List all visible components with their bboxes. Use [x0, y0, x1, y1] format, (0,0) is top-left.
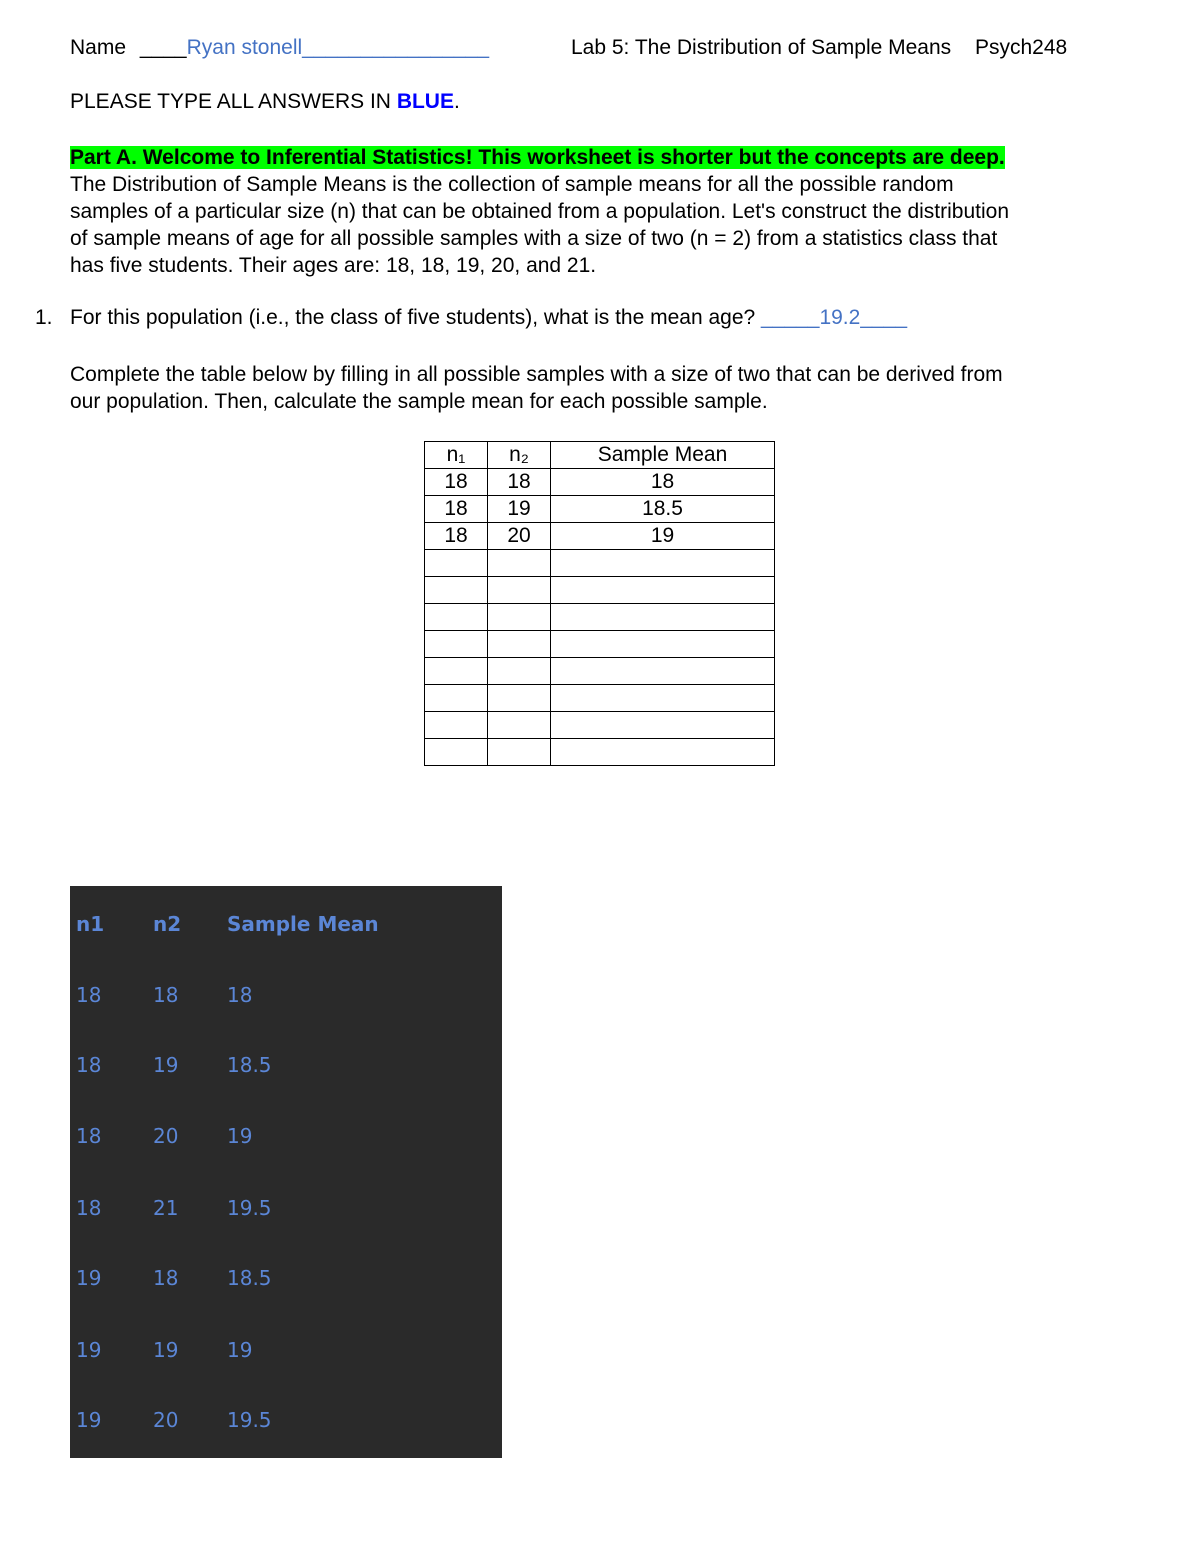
pasted-table-cell: 18 — [227, 983, 253, 1007]
table-cell[interactable]: 20 — [488, 523, 551, 550]
header-row — [70, 36, 1130, 60]
table-row — [425, 739, 775, 766]
table-row — [425, 658, 775, 685]
pasted-table-cell: 18.5 — [227, 1053, 272, 1077]
table-row — [425, 604, 775, 631]
table-cell[interactable] — [488, 712, 551, 739]
table-row — [425, 496, 775, 523]
table-instruction-line: our population. Then, calculate the sample mean for each possible sample. — [70, 390, 768, 413]
pasted-table-cell: 20 — [153, 1408, 179, 1432]
question-1-blank-before: _____ — [761, 306, 820, 329]
table-cell[interactable] — [425, 631, 488, 658]
pasted-table-cell: 19 — [76, 1408, 102, 1432]
pasted-table-row — [70, 1266, 502, 1306]
table-cell[interactable] — [425, 604, 488, 631]
pasted-table-cell: 19 — [227, 1338, 253, 1362]
pasted-results-table — [70, 886, 502, 1458]
pasted-table-row — [70, 983, 502, 1023]
table-cell[interactable] — [551, 712, 775, 739]
table-cell[interactable] — [488, 631, 551, 658]
table-header-row — [425, 442, 775, 469]
instruction-suffix: . — [453, 90, 460, 113]
table-row — [425, 550, 775, 577]
pasted-table-cell: 21 — [153, 1196, 179, 1220]
pasted-table-cell: 18 — [153, 983, 179, 1007]
pasted-table-cell: 18 — [153, 1266, 179, 1290]
table-cell[interactable] — [488, 685, 551, 712]
table-cell[interactable] — [425, 577, 488, 604]
table-cell[interactable] — [551, 739, 775, 766]
table-cell[interactable] — [551, 577, 775, 604]
table-cell[interactable] — [425, 739, 488, 766]
table-cell[interactable]: 18 — [425, 496, 488, 523]
table-row — [425, 685, 775, 712]
part-a-line: The Distribution of Sample Means is the collection of sample means for all the possible random — [70, 173, 954, 196]
pasted-table-cell: 19 — [76, 1266, 102, 1290]
pasted-table-header-cell: n2 — [153, 912, 182, 936]
pasted-table-header-cell: n1 — [76, 912, 105, 936]
pasted-table-cell: 18 — [76, 1196, 102, 1220]
course-code: Psych248 — [975, 36, 1068, 59]
question-1-number: 1. — [35, 306, 53, 329]
name-label: Name — [70, 36, 127, 59]
part-a-heading: Part A. Welcome to Inferential Statistics! This worksheet is shorter but the concepts are deep. — [70, 146, 1005, 169]
part-a-section — [70, 144, 1130, 279]
table-cell[interactable] — [425, 685, 488, 712]
table-cell[interactable]: 18 — [551, 469, 775, 496]
name-blank-before: ____ — [139, 36, 187, 59]
table-cell[interactable] — [488, 577, 551, 604]
table-cell[interactable]: 18.5 — [551, 496, 775, 523]
table-cell[interactable] — [551, 550, 775, 577]
lab-title-group — [571, 36, 1067, 60]
sample-means-table — [424, 441, 775, 766]
table-cell[interactable]: 18 — [425, 469, 488, 496]
name-blank-after: ________________ — [302, 36, 490, 59]
table-cell[interactable] — [488, 658, 551, 685]
pasted-table-cell: 19.5 — [227, 1196, 272, 1220]
part-a-line: of sample means of age for all possible samples with a size of two (n = 2) from a statistics class that — [70, 227, 998, 250]
pasted-table-row — [70, 1053, 502, 1093]
table-cell[interactable] — [488, 739, 551, 766]
pasted-table-cell: 19 — [227, 1124, 253, 1148]
pasted-table-cell: 18 — [76, 983, 102, 1007]
pasted-table-cell: 19 — [76, 1338, 102, 1362]
table-cell[interactable] — [551, 631, 775, 658]
table-cell[interactable]: 19 — [488, 496, 551, 523]
pasted-table-cell: 18 — [76, 1053, 102, 1077]
table-header-cell: Sample Mean — [551, 442, 775, 469]
table-header-cell: n₁ — [425, 442, 488, 469]
table-header-cell: n₂ — [488, 442, 551, 469]
table-cell[interactable] — [551, 658, 775, 685]
part-a-line: samples of a particular size (n) that can be obtained from a population. Let's construct the distribution — [70, 200, 1010, 223]
table-row — [425, 577, 775, 604]
lab-title: Lab 5: The Distribution of Sample Means — [571, 36, 952, 59]
table-instruction — [70, 361, 1130, 415]
table-cell[interactable] — [425, 712, 488, 739]
pasted-table-cell: 20 — [153, 1124, 179, 1148]
table-row — [425, 631, 775, 658]
pasted-table-cell: 19 — [153, 1338, 179, 1362]
table-cell[interactable]: 19 — [551, 523, 775, 550]
part-a-line: has five students. Their ages are: 18, 18, 19, 20, and 21. — [70, 254, 597, 277]
pasted-table-header-cell: Sample Mean — [227, 912, 379, 936]
table-cell[interactable] — [425, 550, 488, 577]
question-1-blank-after: ____ — [860, 306, 908, 329]
pasted-table-cell: 18.5 — [227, 1266, 272, 1290]
name-value: Ryan stonell — [186, 36, 303, 59]
instruction-emphasis: BLUE — [396, 90, 454, 113]
question-1 — [70, 306, 907, 330]
table-cell[interactable] — [551, 685, 775, 712]
table-cell[interactable] — [488, 604, 551, 631]
question-1-text: For this population (i.e., the class of five students), what is the mean age? — [70, 306, 762, 329]
instruction-line — [70, 90, 460, 114]
pasted-table-row — [70, 1408, 502, 1448]
pasted-table-row — [70, 1124, 502, 1164]
instruction-prefix: PLEASE TYPE ALL ANSWERS IN — [70, 90, 397, 113]
table-cell[interactable] — [551, 604, 775, 631]
table-row — [425, 712, 775, 739]
pasted-table-row — [70, 1196, 502, 1236]
pasted-table-row — [70, 1338, 502, 1378]
table-instruction-line: Complete the table below by filling in all possible samples with a size of two that can be derived from — [70, 363, 1003, 386]
pasted-table-cell: 19 — [153, 1053, 179, 1077]
pasted-table-header-row — [70, 912, 502, 952]
question-1-answer[interactable]: 19.2 — [819, 306, 861, 329]
table-cell[interactable] — [425, 658, 488, 685]
pasted-table-cell: 18 — [76, 1124, 102, 1148]
table-cell[interactable]: 18 — [425, 523, 488, 550]
table-row — [425, 469, 775, 496]
table-row — [425, 523, 775, 550]
table-cell[interactable] — [488, 550, 551, 577]
pasted-table-cell: 19.5 — [227, 1408, 272, 1432]
table-cell[interactable]: 18 — [488, 469, 551, 496]
